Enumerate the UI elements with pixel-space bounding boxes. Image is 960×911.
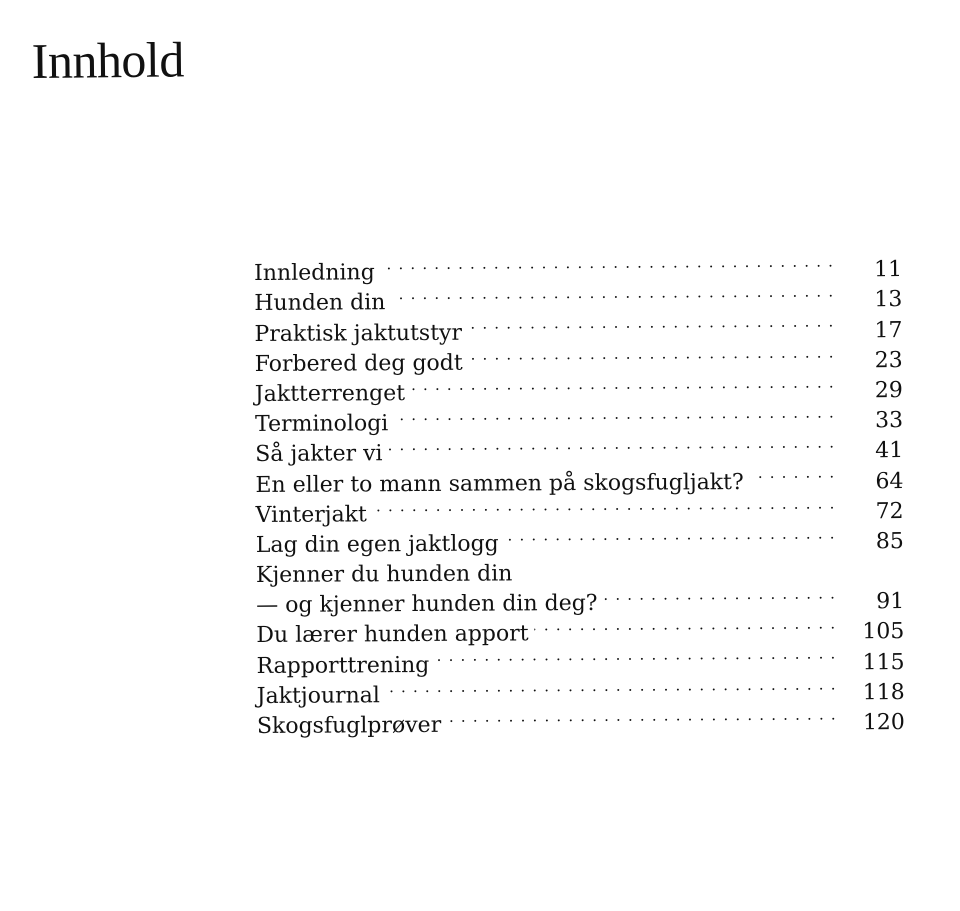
toc-entry-page: 29 (874, 377, 903, 404)
toc-entry-page: 105 (862, 619, 905, 645)
toc-entry-page: 23 (874, 347, 903, 373)
toc-entry-title: Du lærer hunden apport (256, 621, 529, 649)
toc-entry-title: Forbered deg godt (254, 350, 463, 377)
toc-entry-title: Kjenner du hunden din (255, 561, 513, 589)
page-title: Innhold (31, 31, 185, 89)
toc-entry-page: 41 (875, 438, 904, 464)
toc-entry-title: Så jakter vi (255, 441, 383, 468)
toc-entry-title: En eller to mann sammen på skogsfugljakt? (255, 469, 744, 498)
dot-leader (505, 518, 836, 550)
toc-entry-page: 17 (874, 317, 903, 343)
toc-entry-title: Jaktjournal (256, 683, 380, 709)
toc-entry-page: 72 (875, 498, 904, 524)
dot-leader (468, 307, 835, 339)
toc-entry-page: 118 (862, 679, 905, 706)
toc-entry-title: Jaktterrenget (254, 381, 406, 407)
toc-entry-page: 85 (875, 528, 904, 555)
toc-entry-title: — og kjenner hunden din deg? (256, 591, 598, 619)
toc-entry-page: 11 (874, 257, 903, 283)
toc-entry-title: Innledning (254, 260, 375, 287)
toc-entry-page: 115 (862, 649, 905, 675)
toc-entry-page: 33 (874, 408, 904, 434)
dot-leader (435, 639, 836, 672)
toc-entry-page: 13 (874, 287, 903, 313)
table-of-contents (254, 246, 905, 739)
toc-entry-page: 64 (875, 468, 904, 494)
dot-leader (447, 699, 837, 732)
dot-leader (603, 579, 836, 611)
dot-leader (391, 277, 834, 310)
toc-entry-title: Terminologi (254, 411, 389, 438)
toc-entry-title: Hunden din (254, 290, 386, 317)
toc-entry-title: Skogsfuglprøver (256, 712, 442, 739)
toc-entry-title: Praktisk jaktutstyr (254, 320, 463, 347)
toc-entry-title: Rapporttrening (256, 652, 430, 679)
dot-leader (386, 669, 837, 702)
toc-entry-title: Lag din egen jaktlogg (255, 531, 499, 558)
dot-leader (388, 428, 835, 461)
dot-leader (750, 458, 836, 489)
dot-leader (373, 488, 836, 521)
dot-leader (394, 397, 835, 430)
dot-leader (411, 367, 835, 400)
toc-entry-page: 120 (862, 710, 905, 736)
toc-entry (254, 246, 903, 287)
toc-entry-page: 91 (876, 589, 905, 615)
dot-leader (469, 337, 835, 369)
toc-entry-title: Vinterjakt (255, 502, 367, 528)
dot-leader (534, 609, 836, 641)
dot-leader (381, 246, 835, 279)
